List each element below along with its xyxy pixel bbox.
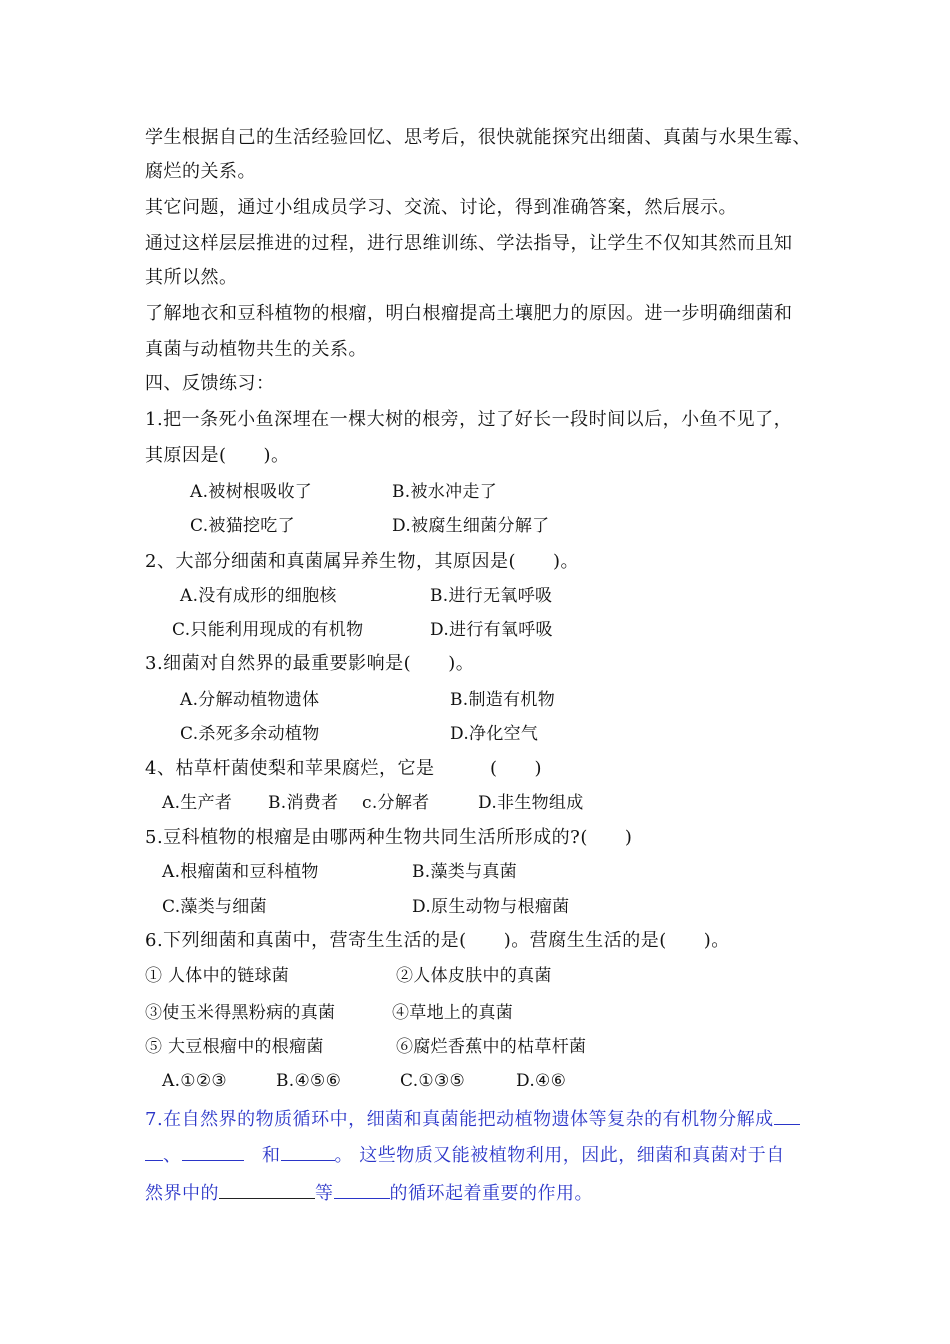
q1-option-b: B.被水冲走了 — [392, 482, 497, 502]
paragraph-3-line-1: 通过这样层层推进的过程，进行思维训练、学法指导，让学生不仅知其然而且知 — [145, 233, 793, 254]
paragraph-4-line-2: 真菌与动植物共生的关系。 — [145, 339, 367, 360]
paragraph-1-line-1: 学生根据自己的生活经验回忆、思考后，很快就能探究出细菌、真菌与水果生霉、 — [145, 127, 811, 148]
q6-item-2: ②人体皮肤中的真菌 — [396, 966, 552, 986]
q5-option-c: C.藻类与细菌 — [162, 897, 267, 917]
q7-text-4: 。 这些物质又能被植物利用，因此，细菌和真菌对于自 — [334, 1145, 785, 1166]
q6-item-6: ⑥腐烂香蕉中的枯草杆菌 — [396, 1037, 587, 1057]
q7-text-5: 然界中的 — [145, 1183, 219, 1204]
q1-option-c: C.被猫挖吃了 — [190, 516, 295, 536]
q4-option-d: D.非生物组成 — [478, 793, 584, 813]
q7-blank-1[interactable] — [774, 1106, 800, 1125]
q6-option-a: A.①②③ — [162, 1071, 227, 1091]
section-title: 四、反馈练习： — [145, 373, 275, 394]
q3-option-a: A.分解动植物遗体 — [180, 690, 320, 710]
q4-option-c: c.分解者 — [362, 793, 430, 813]
q7-text-6: 等 — [315, 1183, 334, 1204]
q7-blank-4[interactable] — [219, 1180, 315, 1199]
q1-stem-line-1: 1.把一条死小鱼深埋在一棵大树的根旁，过了好长一段时间以后，小鱼不见了， — [145, 409, 793, 430]
paragraph-1-line-2: 腐烂的关系。 — [145, 161, 256, 182]
q2-option-a: A.没有成形的细胞核 — [180, 586, 337, 606]
q6-option-c: C.①③⑤ — [400, 1071, 466, 1091]
q1-stem-line-2: 其原因是( )。 — [145, 445, 290, 466]
q7-text-2: 、 — [163, 1145, 182, 1166]
q5-option-a: A.根瘤菌和豆科植物 — [162, 862, 319, 882]
q6-option-b: B.④⑤⑥ — [276, 1071, 342, 1091]
q6-item-1: ① 人体中的链球菌 — [145, 966, 290, 986]
q1-option-a: A.被树根吸收了 — [190, 482, 313, 502]
q7-text-1: 7.在自然界的物质循环中，细菌和真菌能把动植物遗体等复杂的有机物分解成 — [145, 1109, 774, 1130]
q6-item-3: ③使玉米得黑粉病的真菌 — [145, 1003, 336, 1023]
paragraph-3-line-2: 其所以然。 — [145, 267, 238, 288]
q6-item-4: ④草地上的真菌 — [392, 1003, 514, 1023]
q7-text-7: 的循环起着重要的作用。 — [389, 1183, 593, 1204]
q7-line-1 — [145, 1106, 800, 1132]
q1-option-d: D.被腐生细菌分解了 — [392, 516, 550, 536]
q7-line-3 — [145, 1180, 593, 1206]
q2-option-d: D.进行有氧呼吸 — [430, 620, 553, 640]
q3-stem: 3.细菌对自然界的最重要影响是( )。 — [145, 653, 475, 674]
q4-option-a: A.生产者 — [162, 793, 233, 813]
q7-line-2 — [145, 1142, 785, 1168]
q3-option-c: C.杀死多余动植物 — [180, 724, 320, 744]
paragraph-4-line-1: 了解地衣和豆科植物的根瘤，明白根瘤提高土壤肥力的原因。进一步明确细菌和 — [145, 303, 793, 324]
q7-text-3: 和 — [243, 1145, 281, 1166]
q6-option-d: D.④⑥ — [516, 1071, 567, 1091]
paragraph-2: 其它问题，通过小组成员学习、交流、讨论，得到准确答案，然后展示。 — [145, 197, 737, 218]
q3-option-d: D.净化空气 — [450, 724, 539, 744]
q7-blank-5[interactable] — [334, 1180, 390, 1199]
q7-blank-1-cont[interactable] — [145, 1142, 163, 1161]
q3-option-b: B.制造有机物 — [450, 690, 555, 710]
q2-option-c: C.只能利用现成的有机物 — [172, 620, 364, 640]
q5-option-b: B.藻类与真菌 — [412, 862, 517, 882]
q7-blank-3[interactable] — [281, 1142, 335, 1161]
q2-option-b: B.进行无氧呼吸 — [430, 586, 553, 606]
q4-option-b: B.消费者 — [268, 793, 339, 813]
q6-stem: 6.下列细菌和真菌中，营寄生生活的是( )。营腐生生活的是( )。 — [145, 930, 730, 951]
q6-item-5: ⑤ 大豆根瘤中的根瘤菌 — [145, 1037, 324, 1057]
q5-stem: 5.豆科植物的根瘤是由哪两种生物共同生活所形成的?( ) — [145, 827, 633, 848]
q7-blank-2[interactable] — [182, 1142, 244, 1161]
q2-stem: 2、大部分细菌和真菌属异养生物，其原因是( )。 — [145, 551, 579, 572]
q5-option-d: D.原生动物与根瘤菌 — [412, 897, 570, 917]
q4-stem: 4、枯草杆菌使梨和苹果腐烂，它是 ( ) — [145, 758, 542, 779]
